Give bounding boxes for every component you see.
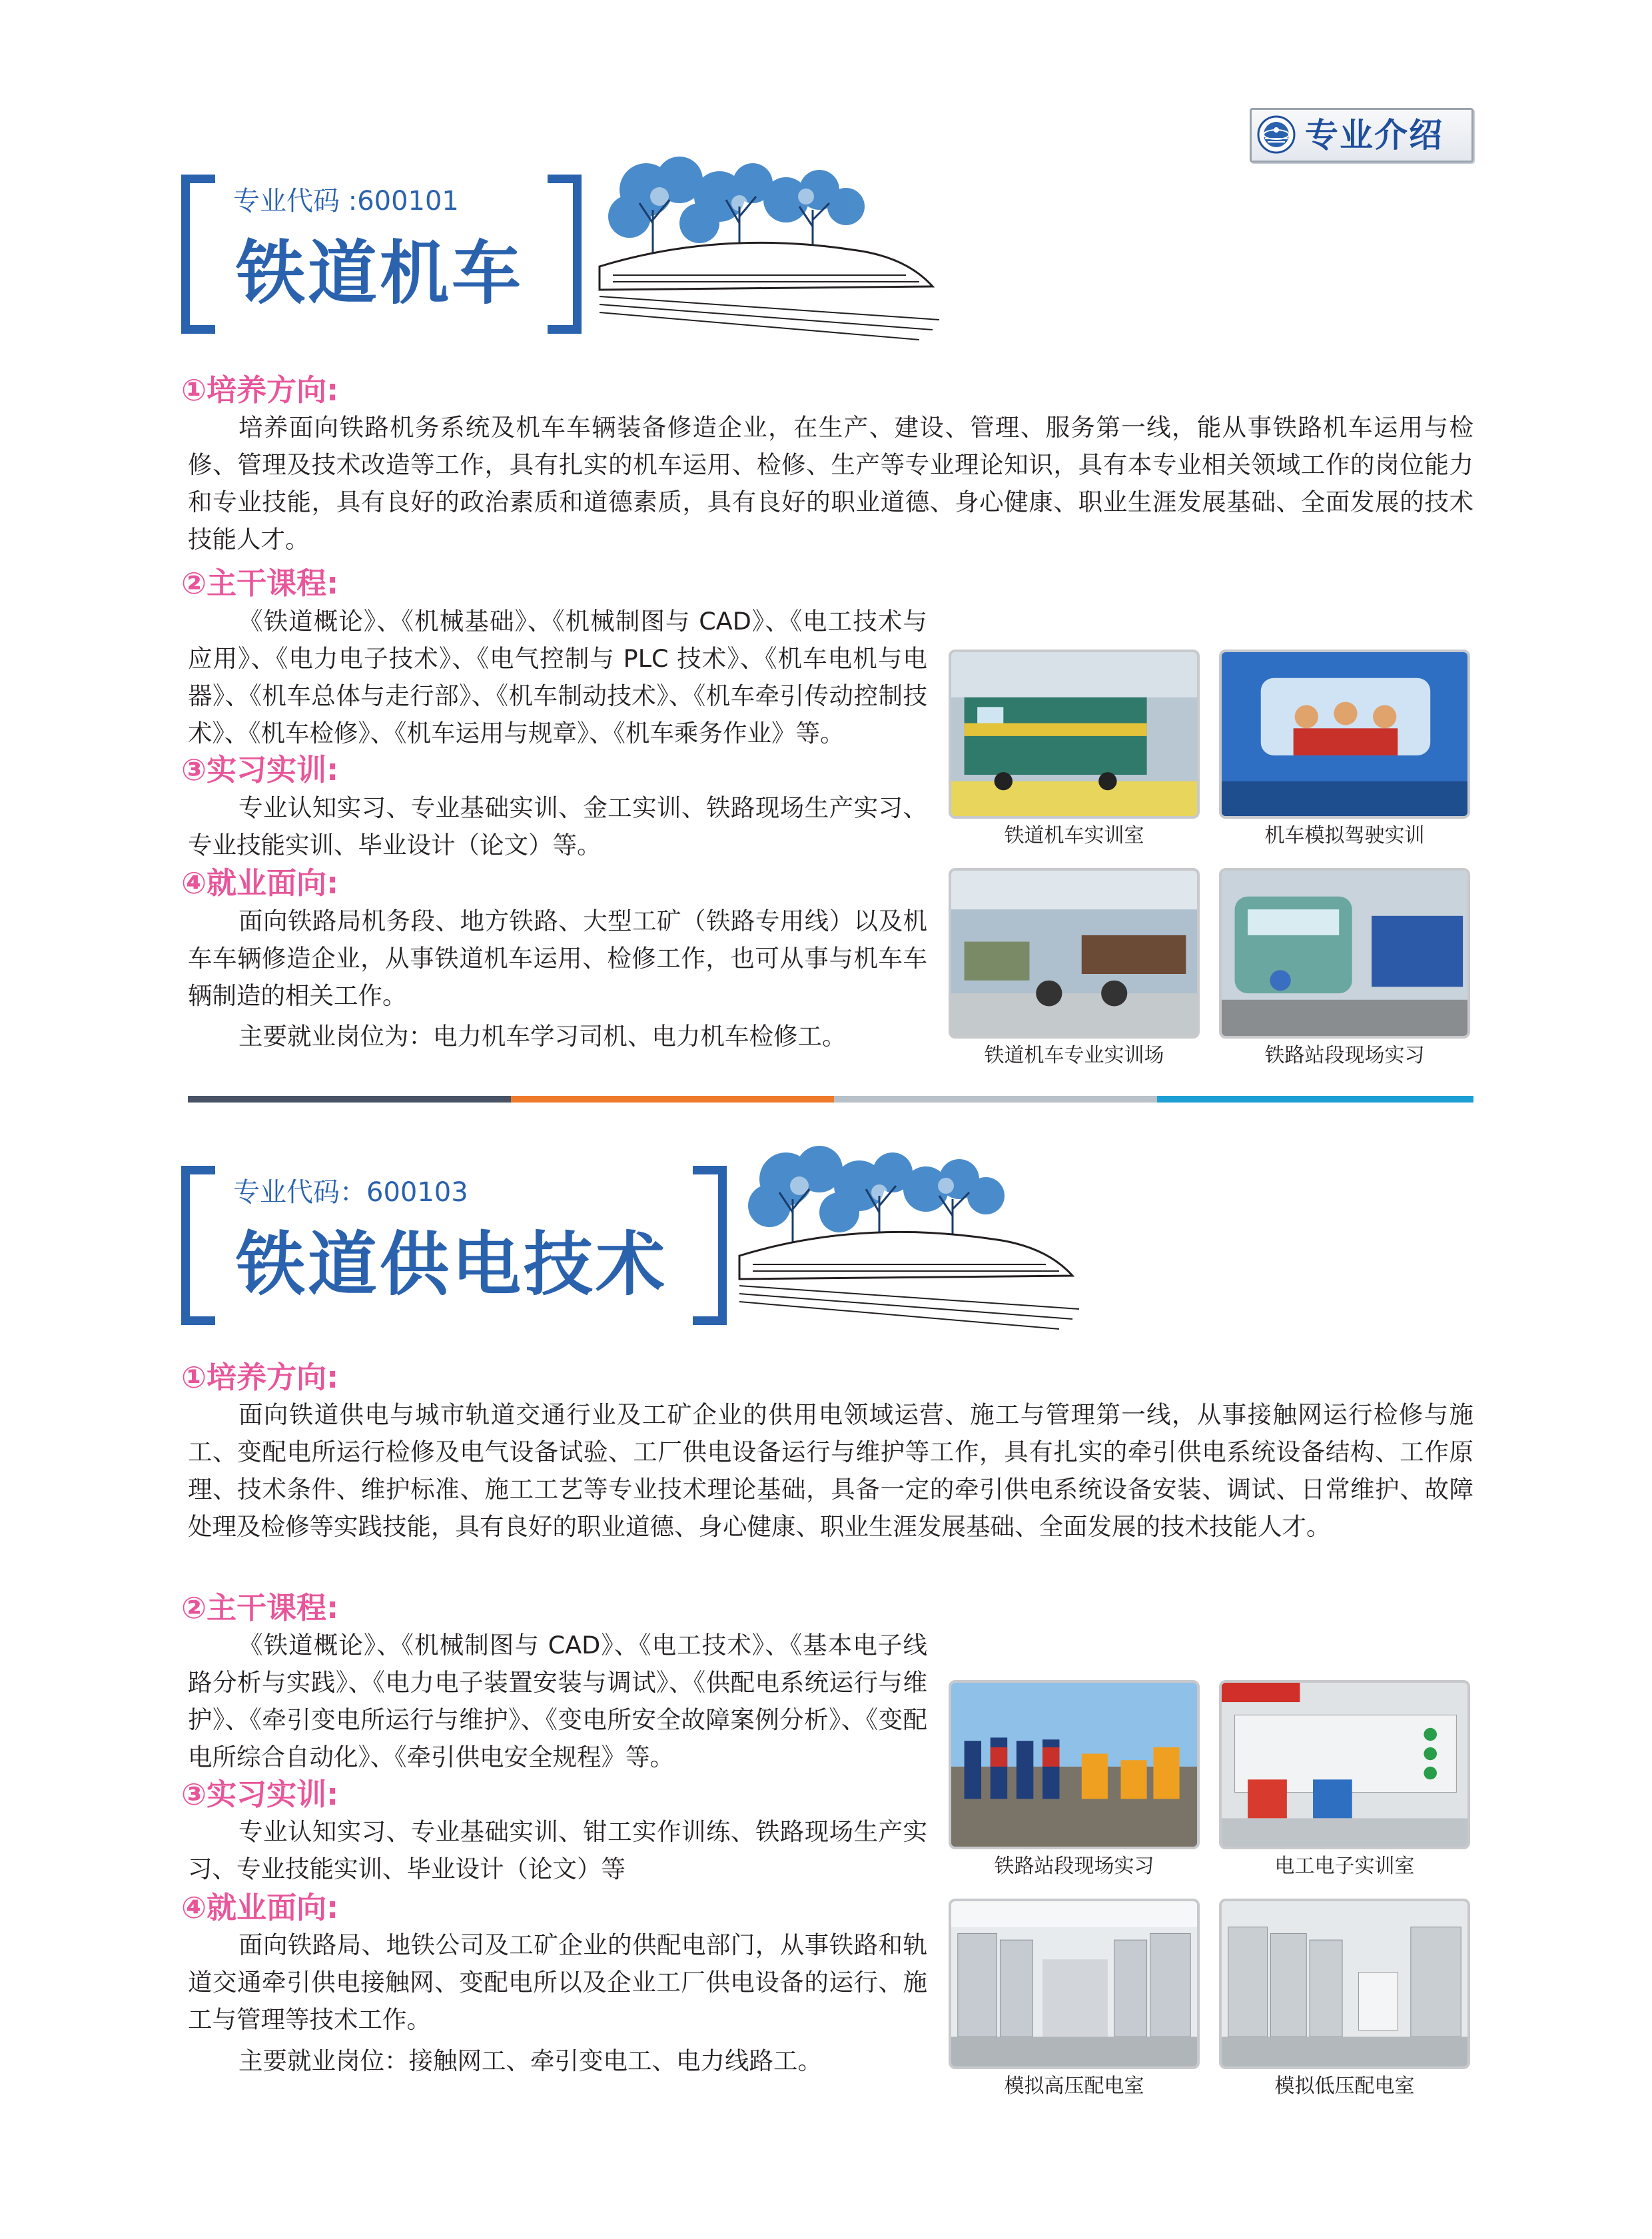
school-emblem-icon bbox=[1257, 115, 1296, 154]
photo-low-voltage-room bbox=[1219, 1899, 1470, 2069]
major-title: 铁道供电技术 bbox=[236, 1224, 668, 1305]
jobs-positions: 主要就业岗位：接触网工、牵引变电工、电力线路工。 bbox=[238, 2046, 822, 2075]
divider-segment bbox=[511, 1096, 834, 1103]
training-text: 面向铁道供电与城市轨道交通行业及工矿企业的供用电领域运营、施工与管理第一线，从事接触网运行检修与施工、变配电所运行检修及电气设备试验、工厂供电设备运行与维护等工作，具有扎实的牵引供电系统设备结构、工作原理、技术条件、维护标准、施工工艺等专业技术理论基础，具备一定的牵引供电系统设备安装、调试、日常维护、故障处理及检修等实践技能，具有良好的职业道德、身心健康、职业生涯发展基础、全面发展的技术技能人才。 bbox=[188, 1400, 1473, 1541]
title-bracket-right bbox=[548, 175, 582, 334]
training-heading: ①培养方向: bbox=[181, 1360, 339, 1395]
practice-text: 专业认知实习、专业基础实训、金工实训、铁路现场生产实习、专业技能实训、毕业设计（论文）等。 bbox=[188, 793, 927, 859]
photo-caption: 铁路站段现场实习 bbox=[1264, 1044, 1425, 1067]
title-bracket-left bbox=[181, 175, 215, 334]
divider-segment bbox=[1157, 1096, 1473, 1103]
train-trees-illustration bbox=[726, 1139, 1086, 1332]
photo-locomotive-lab bbox=[949, 650, 1200, 819]
badge-label: 专业介绍 bbox=[1305, 116, 1444, 155]
major-code: 专业代码 :600101 bbox=[233, 186, 459, 217]
photo-training-field bbox=[949, 868, 1200, 1039]
divider-segment bbox=[188, 1096, 511, 1103]
photo-depot-practice bbox=[1219, 868, 1470, 1039]
photo-caption: 电工电子实训室 bbox=[1274, 1855, 1415, 1878]
photo-caption: 铁道机车专业实训场 bbox=[984, 1044, 1164, 1067]
practice-heading: ③实习实训: bbox=[181, 1777, 339, 1812]
train-trees-illustration bbox=[586, 150, 946, 343]
jobs-positions: 主要就业岗位为：电力机车学习司机、电力机车检修工。 bbox=[238, 1022, 847, 1051]
photo-high-voltage-room bbox=[949, 1899, 1200, 2069]
section-badge bbox=[1250, 108, 1473, 163]
photo-driving-simulator bbox=[1219, 650, 1470, 819]
divider-segment bbox=[834, 1096, 1157, 1103]
photo-caption: 模拟低压配电室 bbox=[1274, 2074, 1415, 2098]
courses-text-wide: 《铁道概论》、《机械基础》、《机械制图与 CAD》、《电工技术与应用》、《电力电子技术》、《电气控制与 PLC 技术》、《机车电机与电器》、《机车总体与走行部》、《机车制动技术》、《机车牵引传动控制技术》、《机车检修》、《机车运用与规章》、《机车乘务作业》等。 bbox=[188, 607, 927, 747]
photo-caption: 铁道机车实训室 bbox=[1004, 824, 1144, 847]
title-bracket-left bbox=[181, 1166, 215, 1325]
courses-heading: ②主干课程: bbox=[181, 1590, 339, 1625]
major-title: 铁道机车 bbox=[236, 232, 524, 314]
jobs-text: 面向铁路局机务段、地方铁路、大型工矿（铁路专用线）以及机车车辆修造企业，从事铁道机车运用、检修工作，也可从事与机车车辆制造的相关工作。 bbox=[188, 907, 927, 1010]
photo-caption: 铁路站段现场实习 bbox=[994, 1855, 1154, 1878]
jobs-text: 面向铁路局、地铁公司及工矿企业的供配电部门，从事铁路和轨道交通牵引供电接触网、变配电所以及企业工厂供电设备的运行、施工与管理等技术工作。 bbox=[188, 1931, 927, 2034]
title-bracket-right bbox=[693, 1166, 727, 1325]
photo-electrical-lab bbox=[1219, 1680, 1470, 1849]
major-code: 专业代码：600103 bbox=[233, 1177, 468, 1208]
jobs-heading: ④就业面向: bbox=[181, 1890, 339, 1925]
photo-station-practice bbox=[949, 1680, 1200, 1849]
training-text: 培养面向铁路机务系统及机车车辆装备修造企业，在生产、建设、管理、服务第一线，能从事铁路机车运用与检修、管理及技术改造等工作，具有扎实的机车运用、检修、生产等专业理论知识，具有本专业相关领域工作的岗位能力和专业技能，具有良好的政治素质和道德素质，具有良好的职业道德、身心健康、职业生涯发展基础、全面发展的技术技能人才。 bbox=[188, 413, 1473, 554]
training-heading: ①培养方向: bbox=[181, 372, 339, 408]
courses-heading: ②主干课程: bbox=[181, 566, 339, 601]
practice-heading: ③实习实训: bbox=[181, 752, 339, 787]
practice-text: 专业认知实习、专业基础实训、钳工实作训练、铁路现场生产实习、专业技能实训、毕业设计（论文）等 bbox=[188, 1817, 927, 1883]
jobs-heading: ④就业面向: bbox=[181, 865, 339, 901]
photo-caption: 模拟高压配电室 bbox=[1004, 2074, 1144, 2098]
courses-text: 《铁道概论》、《机械制图与 CAD》、《电工技术》、《基本电子线路分析与实践》、《电力电子装置安装与调试》、《供配电系统运行与维护》、《牵引变电所运行与维护》、《变电所安全故障案例分析》、《变配电所综合自动化》、《牵引供电安全规程》等。 bbox=[188, 1631, 927, 1771]
photo-caption: 机车模拟驾驶实训 bbox=[1264, 824, 1425, 847]
